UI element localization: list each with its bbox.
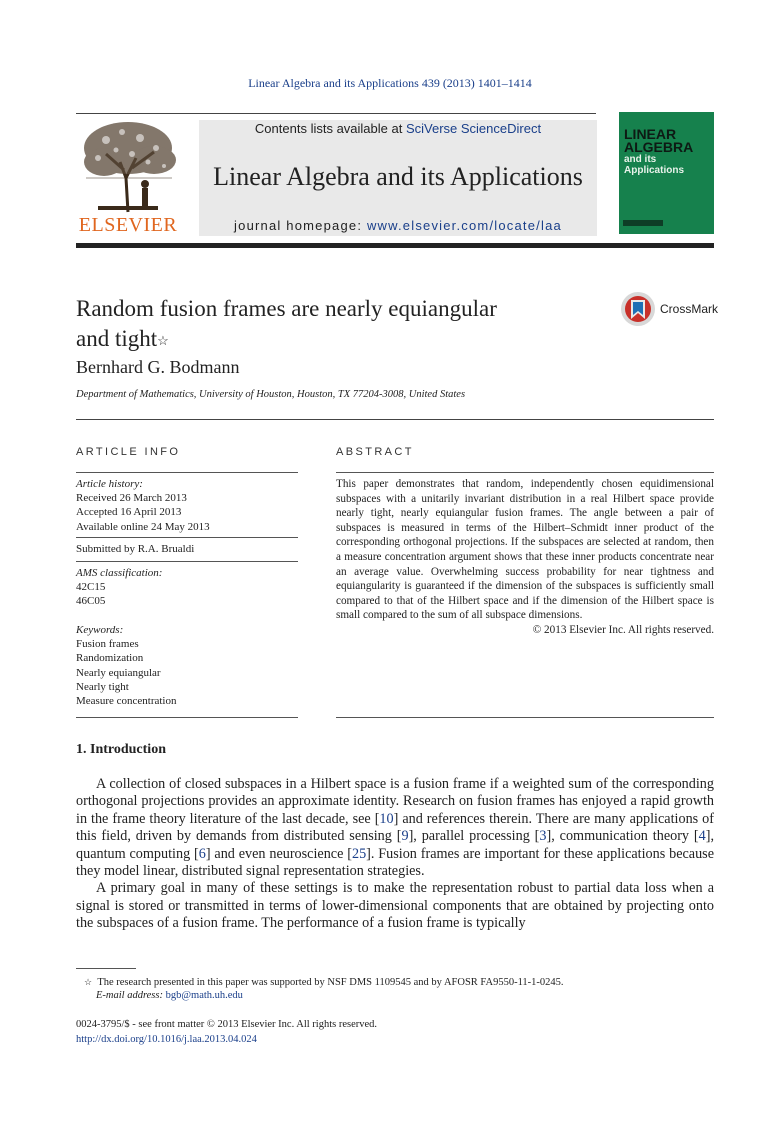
footnote-mark: ☆	[84, 977, 93, 987]
funding-note	[76, 976, 714, 989]
front-matter	[76, 1018, 377, 1047]
text-run: ], parallel processing [	[408, 828, 540, 845]
title-footnote-mark[interactable]: ☆	[157, 333, 169, 348]
email-label: E-mail address:	[96, 990, 166, 1001]
crossmark-button[interactable]	[620, 291, 656, 327]
article-info-divider	[76, 561, 298, 562]
text-run: ]. Fusion frames are important for these applications because they model linear, distributed signal representation strategies.	[76, 845, 715, 880]
article-title	[76, 294, 596, 354]
text-run: ] and even neuroscience [	[205, 845, 352, 862]
abstract-bottom-rule	[336, 717, 714, 718]
title-line-1: Random fusion frames are nearly equiangular	[76, 296, 497, 321]
homepage-prefix: journal homepage:	[234, 218, 367, 233]
ams-classification	[76, 566, 298, 609]
keyword-item: Measure concentration	[76, 695, 177, 708]
keywords	[76, 623, 298, 708]
article-history	[76, 477, 298, 534]
journal-cover	[619, 112, 714, 234]
abstract-copyright: © 2013 Elsevier Inc. All rights reserved.	[532, 623, 714, 636]
article-info-bottom-rule	[76, 717, 298, 718]
crossmark-icon	[620, 291, 656, 327]
cover-sub-line: and its	[624, 154, 657, 165]
history-item: Received 26 March 2013	[76, 492, 187, 505]
keyword-item: Nearly equiangular	[76, 666, 161, 679]
citation-link[interactable]: 3	[539, 828, 547, 845]
history-item: Accepted 16 April 2013	[76, 506, 182, 519]
ams-code: 42C15	[76, 581, 106, 594]
text-run: ], quantum computing [	[76, 828, 714, 862]
email-link[interactable]: bgb@math.uh.edu	[165, 990, 243, 1001]
submitted-by: Submitted by R.A. Brualdi	[76, 543, 195, 555]
history-label: Article history:	[76, 478, 143, 490]
keyword-item: Randomization	[76, 652, 144, 665]
title-line-2-text: and tight	[76, 326, 158, 351]
text-run: ] and references therein. There are many applications of this field, driven by demands from distributed sensing [	[76, 810, 714, 845]
ams-code: 46C05	[76, 595, 106, 608]
history-item: Available online 24 May 2013	[76, 520, 210, 533]
article-info-heading: ARTICLE INFO	[76, 446, 181, 458]
issn-line: 0024-3795/$ - see front matter © 2013 Elsevier Inc. All rights reserved.	[76, 1019, 378, 1030]
citation-link[interactable]: 6	[198, 845, 206, 862]
header-thick-rule	[76, 243, 714, 248]
text-run: ], communication theory [	[546, 828, 699, 845]
text-run: A collection of closed subspaces in a Hilbert space is a fusion frame if a weighted sum of the corresponding orthogonal projections provides an approximate identity. Research on fusion frames has enjoyed a rapid growth in the frame theory literature of the last decade, see [	[76, 776, 714, 827]
keywords-label: Keywords:	[76, 624, 124, 636]
abstract-heading: ABSTRACT	[336, 446, 414, 458]
cover-footer-bar	[623, 220, 663, 226]
email-line	[76, 989, 714, 1002]
abstract-body	[336, 477, 714, 638]
title-line-2	[76, 324, 596, 354]
author-affiliation: Department of Mathematics, University of Houston, Houston, TX 77204-3008, United States	[76, 389, 466, 400]
cover-sub-line: Applications	[624, 165, 685, 176]
journal-homepage	[199, 218, 597, 233]
article-info-rule	[76, 472, 298, 473]
contents-prefix: Contents lists available at	[254, 121, 406, 136]
elsevier-wordmark: ELSEVIER	[78, 214, 178, 236]
sciencedirect-link[interactable]: SciVerse ScienceDirect	[405, 121, 542, 136]
doi-link[interactable]: http://dx.doi.org/10.1016/j.laa.2013.04.024	[76, 1033, 257, 1045]
footnote	[76, 976, 714, 1002]
paragraph	[76, 776, 714, 880]
cover-subtitle	[624, 154, 684, 176]
introduction-body	[76, 776, 714, 933]
cover-title-line: ALGEBRA	[624, 139, 694, 155]
cover-title	[624, 128, 693, 154]
homepage-link[interactable]: www.elsevier.com/locate/laa	[366, 218, 562, 233]
cover-title-line: LINEAR	[624, 126, 677, 142]
citation-link[interactable]: 25	[351, 845, 367, 862]
keyword-item: Fusion frames	[76, 638, 139, 651]
funding-text: The research presented in this paper was supported by NSF DMS 1109545 and by AFOSR FA9550-11-1-0245.	[97, 977, 564, 988]
journal-name: Linear Algebra and its Applications	[213, 162, 583, 191]
ams-label: AMS classification:	[76, 567, 163, 579]
introduction-heading: 1. Introduction	[76, 742, 166, 757]
citation-link[interactable]: 10	[379, 810, 394, 827]
affiliation-rule	[76, 419, 714, 420]
keyword-item: Nearly tight	[76, 680, 129, 693]
abstract-rule	[336, 472, 714, 473]
citation-link[interactable]: 9	[401, 828, 409, 845]
paragraph: A primary goal in many of these settings is to make the representation robust to partial data loss when a signal is stored or transmitted in terms of lower-dimensional components that are obtained by projecting onto the subspaces of a fusion frame. The performance of a fusion frame is typically	[76, 880, 714, 932]
footnote-rule	[76, 968, 136, 969]
contents-line	[199, 121, 597, 136]
abstract-text: This paper demonstrates that random, independently chosen equidimensional subspaces with a unitarily invariant distribution in a real Hilbert space provide nearly tight, nearly equiangular fusion frames. The angle between a pair of subspaces is measured in terms of the Hilbert–Schmidt inner product of the corresponding orthogonal projections. If the subspaces are selected at random, then a measure concentration argument shows that these inner products concentrate near an average value. Overwhelming success probability for near tightness and equiangularity is guaranteed if the dimension of the subspaces is sufficiently small compared to that of the Hilbert space and if the dimension of the Hilbert space is small compared to the sum of all subspace dimensions.	[336, 478, 714, 622]
tree-icon	[76, 118, 180, 214]
journal-citation[interactable]: Linear Algebra and its Applications 439 (2013) 1401–1414	[248, 76, 532, 90]
citation-link[interactable]: 4	[698, 828, 706, 845]
header-rule	[76, 113, 596, 114]
article-info-divider	[76, 537, 298, 538]
author-name: Bernhard G. Bodmann	[76, 357, 240, 377]
crossmark-label[interactable]: CrossMark	[660, 302, 719, 316]
